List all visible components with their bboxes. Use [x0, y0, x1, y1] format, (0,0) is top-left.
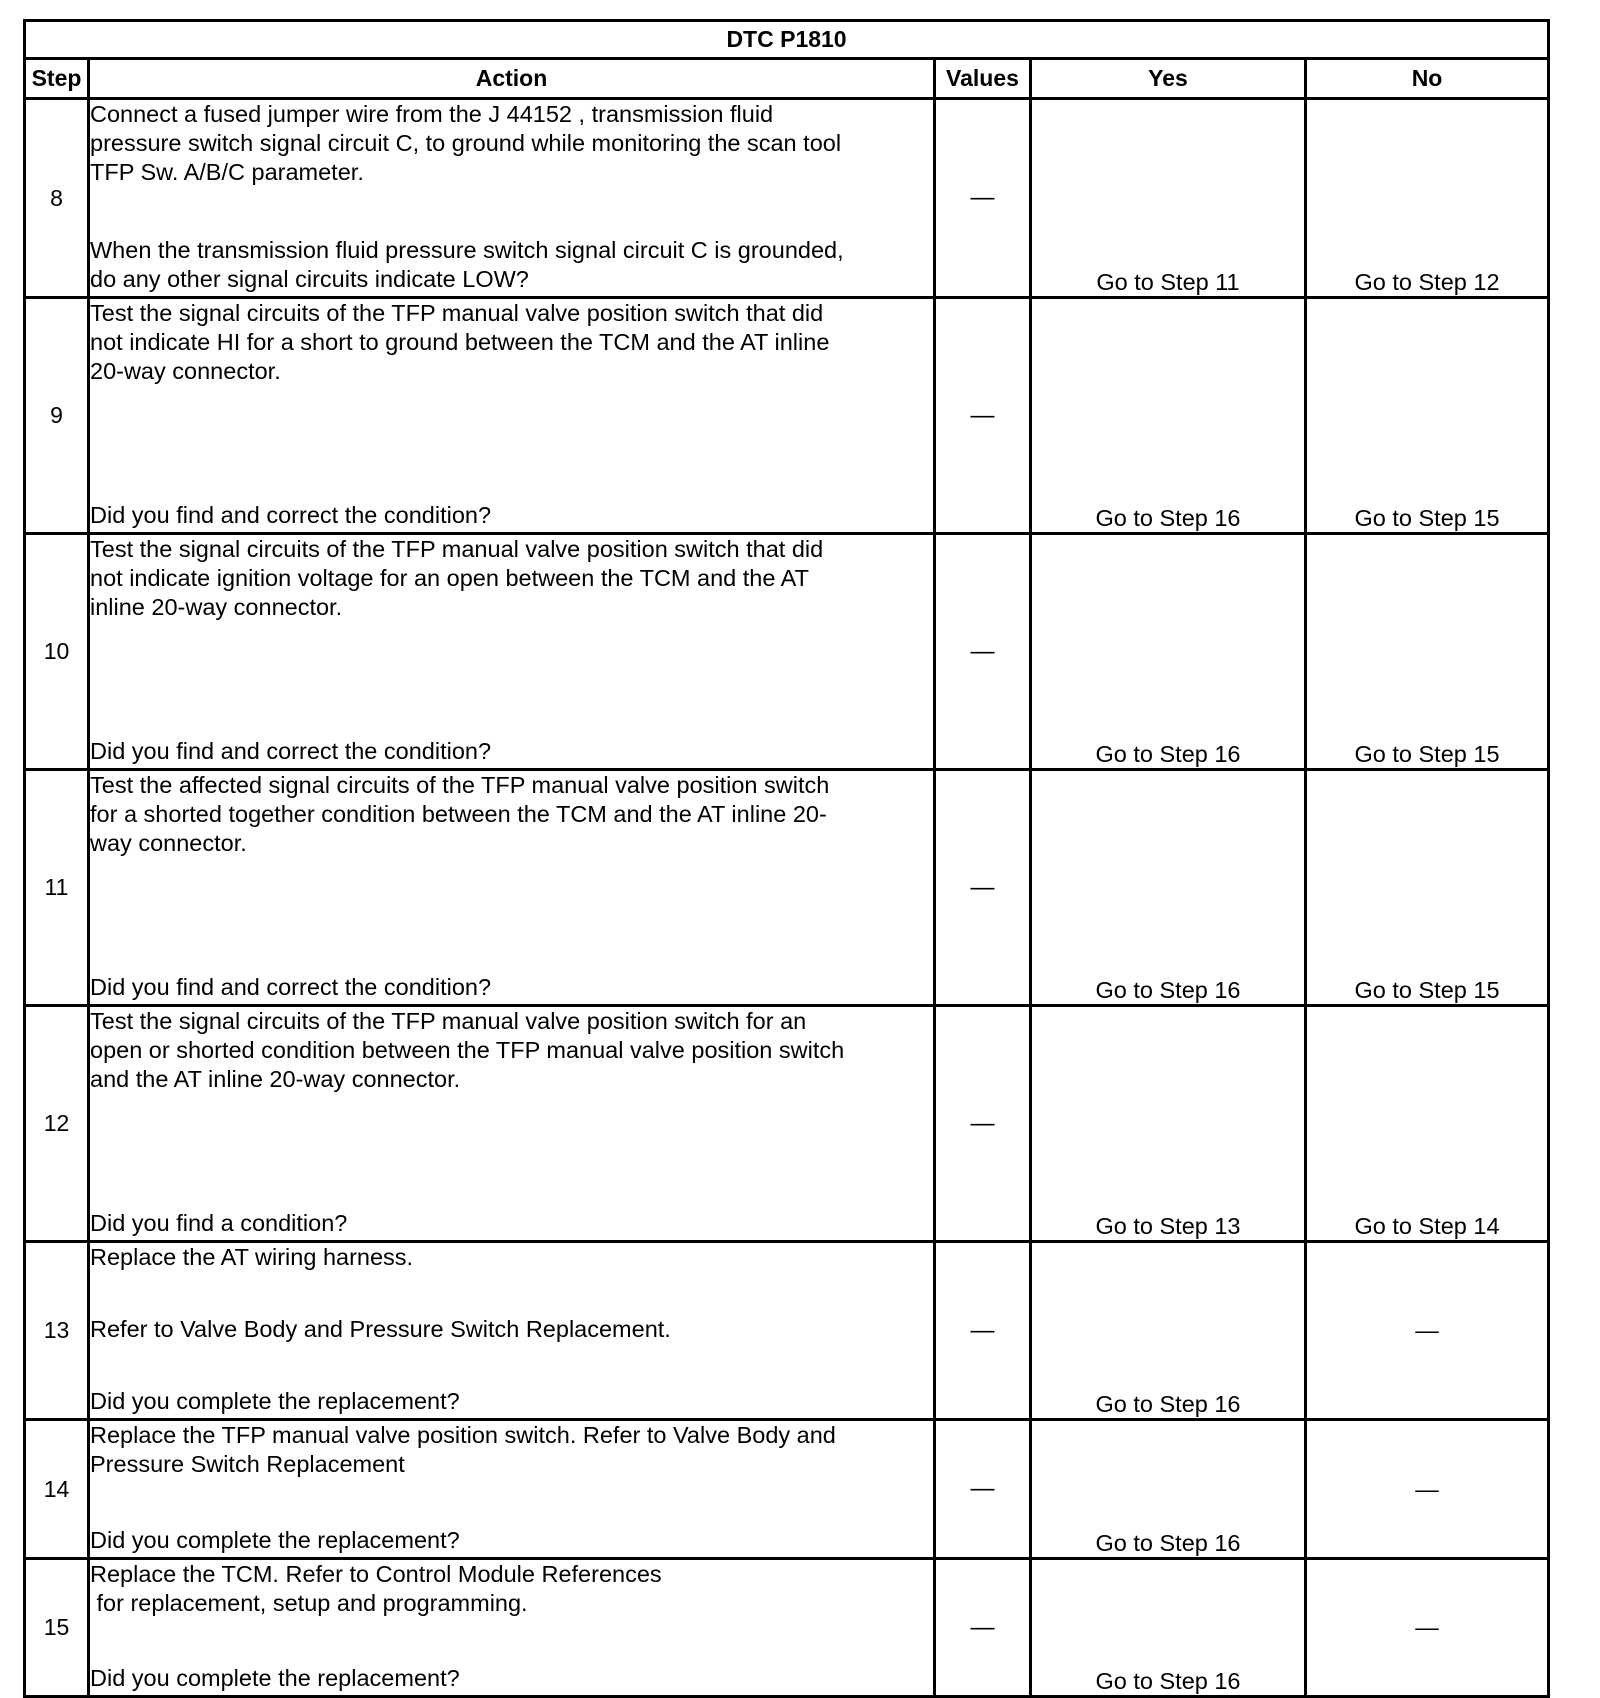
step-number: 8 [25, 99, 89, 298]
action-text: Test the signal circuits of the TFP manual valve position switch that did not indicate ignition voltage for an open between the TCM and the AT inline 20-way connector. [90, 536, 824, 620]
no-cell: Go to Step 15 [1306, 298, 1549, 534]
action-cell [89, 1559, 935, 1697]
no-cell: — [1306, 1559, 1549, 1697]
yes-cell: Go to Step 16 [1031, 1420, 1306, 1559]
step-number: 13 [25, 1242, 89, 1420]
yes-cell: Go to Step 13 [1031, 1006, 1306, 1242]
no-cell: Go to Step 14 [1306, 1006, 1549, 1242]
values-dash: — [970, 184, 995, 211]
values-dash: — [970, 1316, 995, 1344]
yes-cell: Go to Step 16 [1031, 1242, 1306, 1420]
values-dash: — [970, 873, 995, 901]
no-cell: — [1306, 1242, 1549, 1420]
table-row [25, 1559, 1549, 1697]
yes-cell: Go to Step 16 [1031, 770, 1306, 1006]
values-dash: — [970, 1109, 995, 1137]
values-dash: — [970, 637, 995, 665]
values-cell [935, 1420, 1031, 1559]
table-row [25, 770, 1549, 1006]
table-row [25, 99, 1549, 298]
action-question: Did you complete the replacement? [90, 1665, 460, 1691]
action-text: Replace the TCM. Refer to Control Module References for replacement, setup and programming. [90, 1561, 662, 1616]
yes-cell: Go to Step 16 [1031, 1559, 1306, 1697]
no-cell: Go to Step 12 [1306, 99, 1549, 298]
values-cell [935, 1242, 1031, 1420]
table-row [25, 534, 1549, 770]
action-text: Connect a fused jumper wire from the J 44152 , transmission fluid pressure switch signal circuit C, to ground while monitoring the scan tool TFP Sw. A/B/C parameter. [90, 101, 842, 185]
action-text: Test the signal circuits of the TFP manual valve position switch for an open or shorted condition between the TFP manual valve position switch and the AT inline 20-way connector. [90, 1008, 845, 1092]
table-row [25, 298, 1549, 534]
table-title-row [25, 21, 1549, 59]
step-number: 10 [25, 534, 89, 770]
no-cell: Go to Step 15 [1306, 534, 1549, 770]
step-number: 12 [25, 1006, 89, 1242]
header-step: Step [25, 59, 89, 99]
action-cell [89, 534, 935, 770]
values-cell [935, 1006, 1031, 1242]
action-question: Did you find a condition? [90, 1210, 348, 1236]
values-dash: — [970, 1613, 995, 1641]
action-cell [89, 1006, 935, 1242]
values-dash: — [970, 1475, 995, 1502]
yes-cell: Go to Step 11 [1031, 99, 1306, 298]
step-number: 11 [25, 770, 89, 1006]
action-cell [89, 1242, 935, 1420]
step-number: 15 [25, 1559, 89, 1697]
action-text: Test the affected signal circuits of the TFP manual valve position switch for a shorted together condition between the TCM and the AT inline 20- way connector. [90, 772, 830, 856]
dtc-table [23, 19, 1550, 1698]
table-title: DTC P1810 [25, 21, 1549, 59]
yes-cell: Go to Step 16 [1031, 534, 1306, 770]
header-no: No [1306, 59, 1549, 99]
no-cell: — [1306, 1420, 1549, 1559]
header-action: Action [89, 59, 935, 99]
action-cell [89, 99, 935, 298]
header-yes: Yes [1031, 59, 1306, 99]
action-question: When the transmission fluid pressure switch signal circuit C is grounded, do any other signal circuits indicate LOW? [90, 237, 844, 292]
values-cell [935, 770, 1031, 1006]
values-dash: — [970, 401, 995, 429]
action-cell [89, 298, 935, 534]
action-cell [89, 770, 935, 1006]
step-number: 14 [25, 1420, 89, 1559]
step-number: 9 [25, 298, 89, 534]
table-row [25, 1242, 1549, 1420]
table-row [25, 1420, 1549, 1559]
action-text-reference: Refer to Valve Body and Pressure Switch Replacement. [90, 1316, 671, 1342]
action-text: Replace the AT wiring harness. [90, 1244, 414, 1270]
action-question: Did you complete the replacement? [90, 1388, 460, 1414]
values-cell [935, 1559, 1031, 1697]
header-values: Values [935, 59, 1031, 99]
action-text: Replace the TFP manual valve position switch. Refer to Valve Body and Pressure Switch Replacement [90, 1422, 836, 1477]
action-question: Did you find and correct the condition? [90, 974, 492, 1000]
table-row [25, 1006, 1549, 1242]
action-question: Did you complete the replacement? [90, 1527, 460, 1553]
action-question: Did you find and correct the condition? [90, 738, 492, 764]
yes-cell: Go to Step 16 [1031, 298, 1306, 534]
no-cell: Go to Step 15 [1306, 770, 1549, 1006]
header-row [25, 59, 1549, 99]
action-text: Test the signal circuits of the TFP manual valve position switch that did not indicate HI for a short to ground between the TCM and the AT inline 20-way connector. [90, 300, 830, 384]
action-cell [89, 1420, 935, 1559]
values-cell [935, 99, 1031, 298]
values-cell [935, 298, 1031, 534]
action-question: Did you find and correct the condition? [90, 502, 492, 528]
values-cell [935, 534, 1031, 770]
